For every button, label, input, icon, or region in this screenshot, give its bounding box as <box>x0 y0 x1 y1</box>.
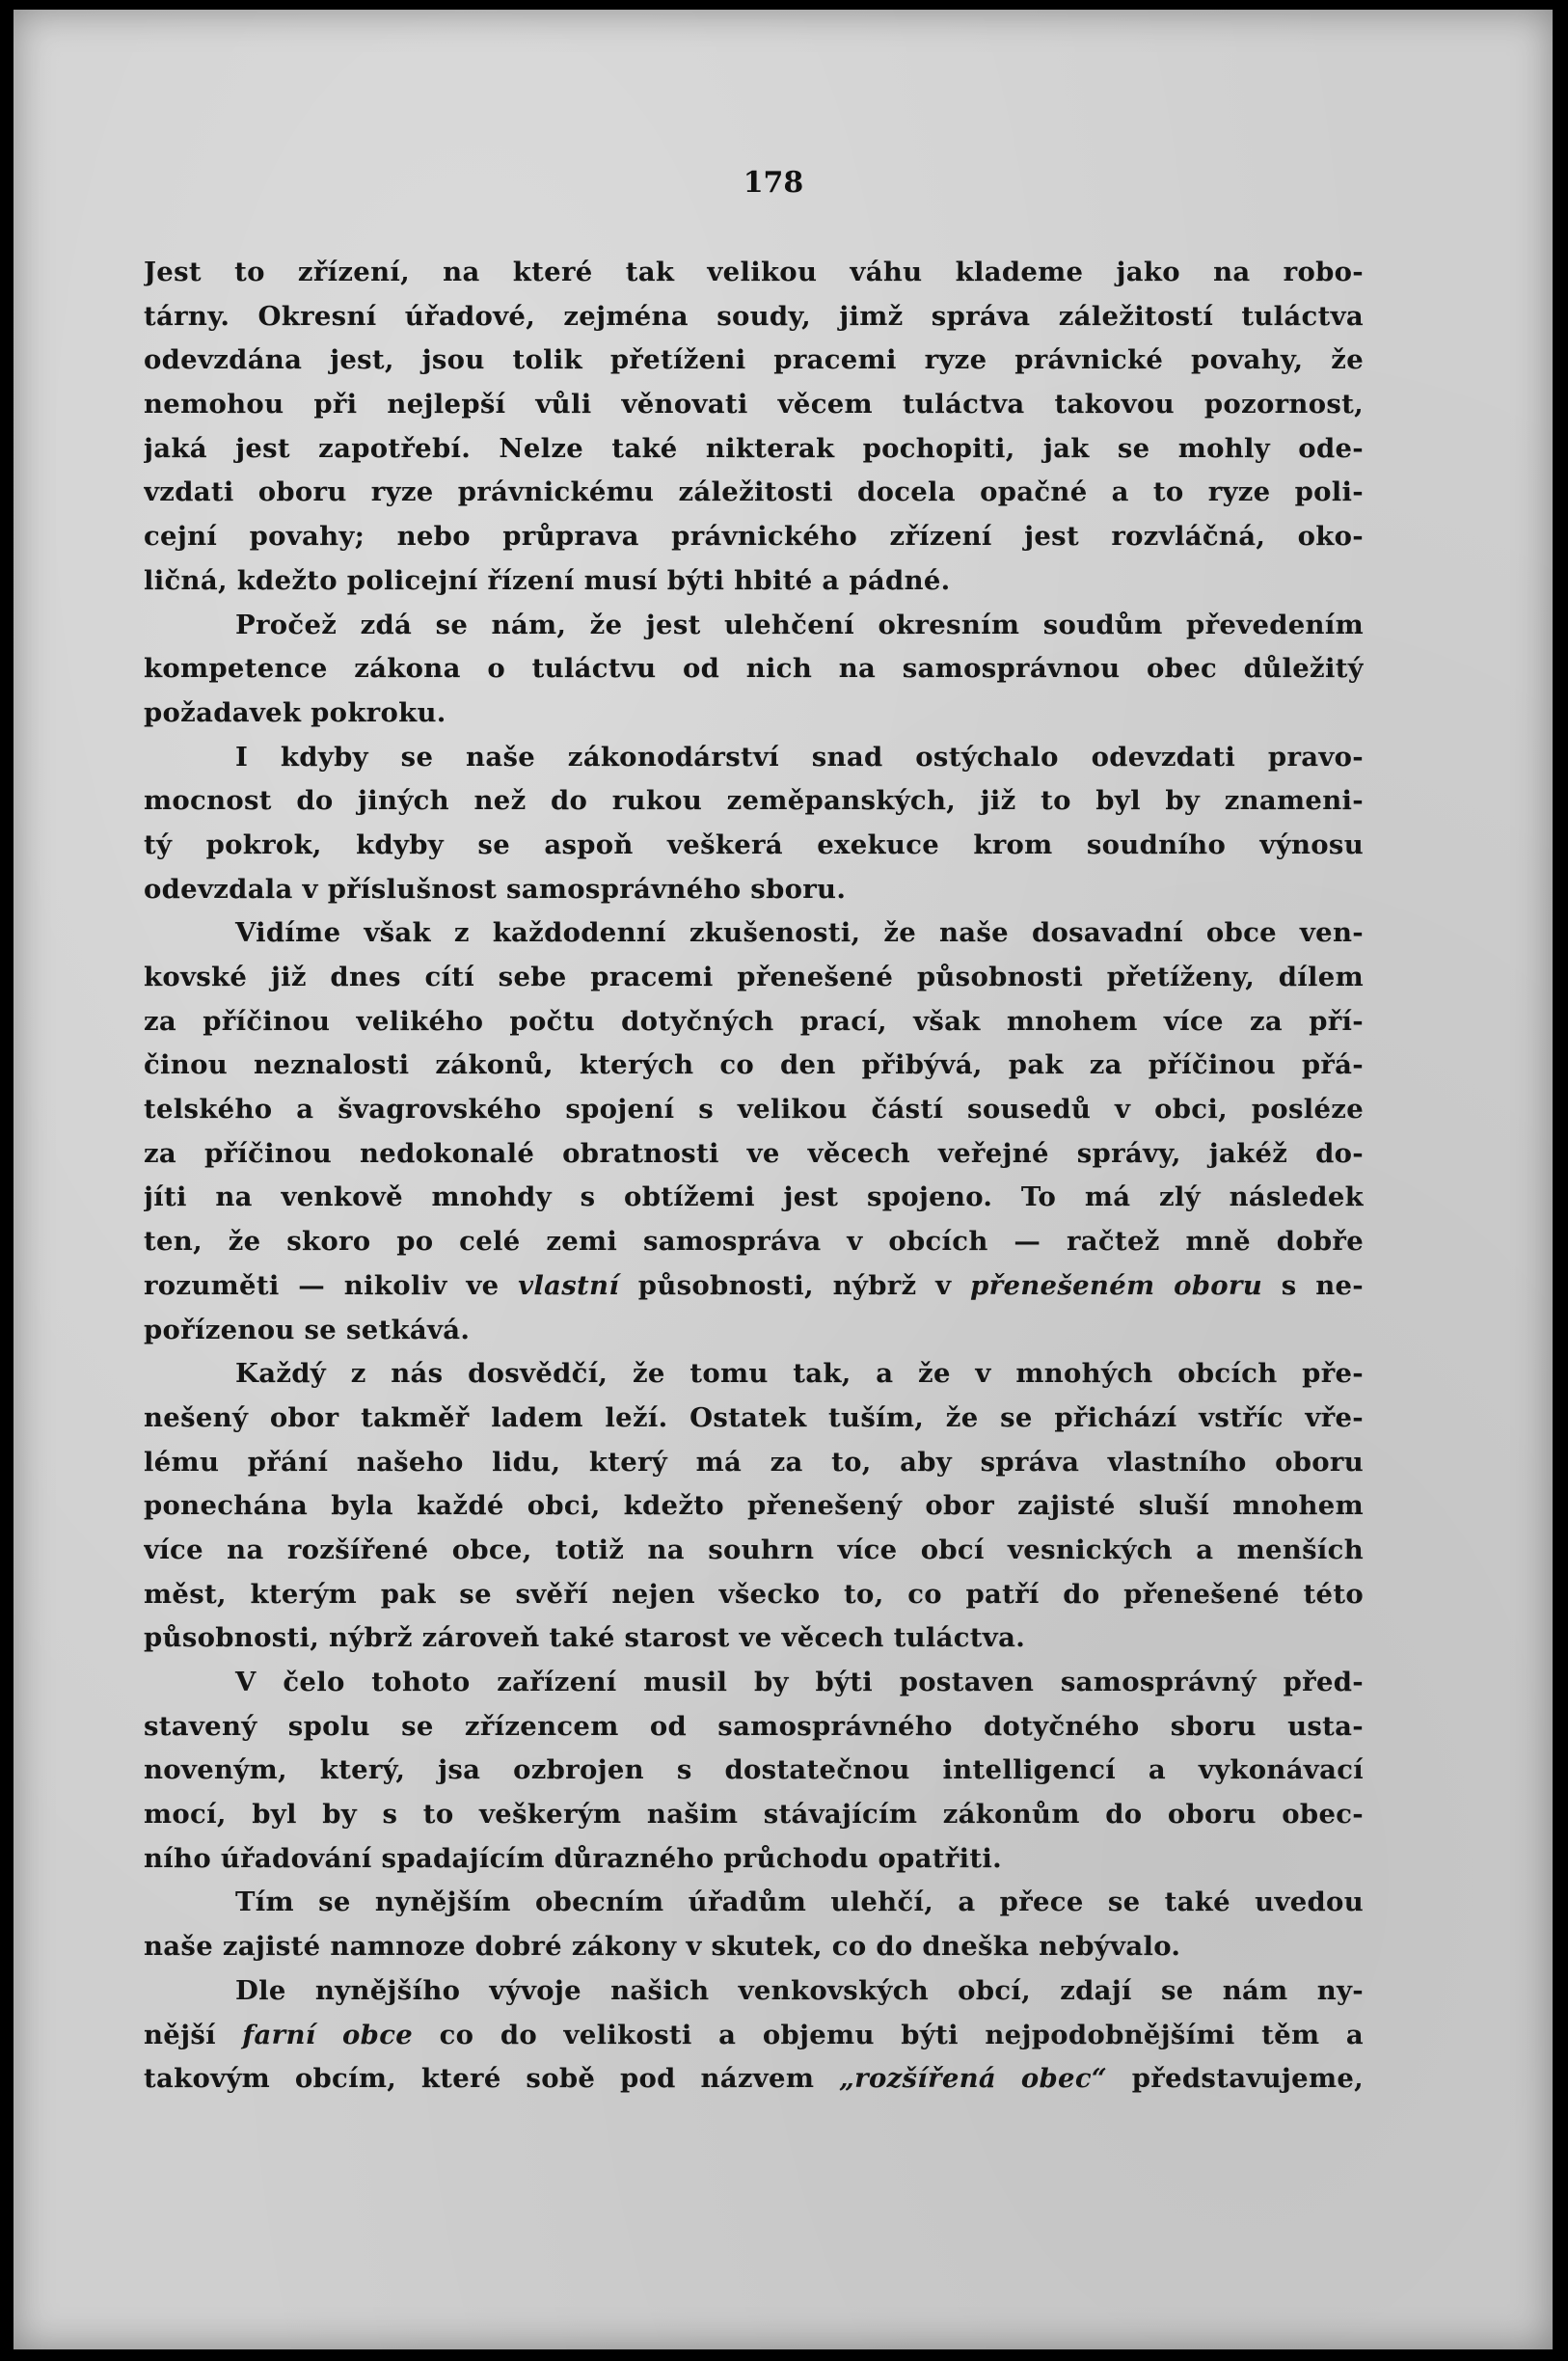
text-line: Tím se nynějším obecním úřadům ulehčí, a přece se také uvedou <box>235 1886 1364 1918</box>
text-line: telského a švagrovského spojení s velikou částí sousedů v obci, posléze <box>144 1094 1364 1126</box>
text-line: mocnost do jiných než do rukou zeměpanských, již to byl by znameni- <box>144 785 1364 817</box>
text-line: za příčinou velikého počtu dotyčných prací, však mnohem více za pří- <box>144 1005 1364 1037</box>
text-line: jaká jest zapotřebí. Nelze také nikterak pochopiti, jak se mohly ode- <box>144 432 1364 464</box>
page-number: 178 <box>743 166 804 200</box>
text-line: ního úřadování spadajícím důrazného průchodu opatřiti. <box>144 1842 1002 1874</box>
text-line: noveným, který, jsa ozbrojen s dostatečnou intelligencí a vykonávací <box>144 1754 1364 1786</box>
text-fragment: představujeme, <box>1106 2063 1364 2095</box>
text-line: ličná, kdežto policejní řízení musí býti hbité a pádné. <box>144 564 951 596</box>
text-fragment: rozuměti — nikoliv ve <box>144 1269 519 1301</box>
text-line: lému přání našeho lidu, který má za to, aby správa vlastního oboru <box>144 1446 1364 1478</box>
text-line: ponechána byla každé obci, kdežto přenešený obor zajisté sluší mnohem <box>144 1490 1364 1522</box>
text-line: Dle nynějšího vývoje našich venkovských obcí, zdají se nám ny- <box>235 1974 1364 2006</box>
text-line: za příčinou nedokonalé obratnosti ve věcech veřejné správy, jakéž do- <box>144 1137 1364 1169</box>
text-line: požadavek pokroku. <box>144 696 446 728</box>
text-line: kovské již dnes cítí sebe pracemi přenešené působnosti přetíženy, dílem <box>144 962 1364 992</box>
text-line: odevzdala v příslušnost samosprávného sboru. <box>144 873 847 905</box>
text-fragment: s ne- <box>1262 1269 1364 1301</box>
text-line: ten, že skoro po celé zemi samospráva v obcích — račtež mně dobře <box>144 1226 1364 1258</box>
text-line: jíti na venkově mnohdy s obtížemi jest spojeno. To má zlý následek <box>144 1181 1364 1213</box>
text-line: stavený spolu se zřízencem od samosprávného dotyčného sboru usta- <box>144 1710 1364 1742</box>
text-line: tý pokrok, kdyby se aspoň veškerá exekuce krom soudního výnosu <box>144 828 1364 860</box>
italic-phrase: farní obce <box>242 2019 414 2050</box>
text-line <box>144 1264 1364 1309</box>
text-line <box>144 2014 1364 2058</box>
text-line: činou neznalosti zákonů, kterých co den přibývá, pak za příčinou přá- <box>144 1049 1364 1081</box>
text-line: kompetence zákona o tuláctvu od nich na samosprávnou obec důležitý <box>144 653 1364 685</box>
text-line: I kdyby se naše zákonodárství snad ostýchalo odevzdati pravo- <box>235 741 1364 773</box>
text-line: nemohou při nejlepší vůli věnovati věcem tuláctva takovou pozornost, <box>144 389 1364 421</box>
italic-phrase: přenešeném oboru <box>970 1269 1262 1301</box>
italic-phrase: vlastní <box>518 1269 620 1301</box>
text-line: nešený obor takměř ladem leží. Ostatek tuším, že se přichází vstříc vře- <box>144 1401 1364 1433</box>
body-text <box>144 251 1364 2102</box>
text-line: tárny. Okresní úřadové, zejména soudy, jimž správa záležitostí tuláctva <box>144 300 1364 332</box>
text-line: Každý z nás dosvědčí, že tomu tak, a že v mnohých obcích pře- <box>235 1358 1364 1390</box>
text-line: vzdati oboru ryze právnickému záležitosti docela opačné a to ryze poli- <box>144 476 1364 508</box>
text-line: působnosti, nýbrž zároveň také starost ve věcech tuláctva. <box>144 1622 1026 1654</box>
text-line: mocí, byl by s to veškerým našim stávajícím zákonům do oboru obec- <box>144 1799 1364 1831</box>
text-line: Jest to zřízení, na které tak velikou váhu klademe jako na robo- <box>144 257 1364 287</box>
text-line: pořízenou se setkává. <box>144 1314 471 1345</box>
text-line: V čelo tohoto zařízení musil by býti postaven samosprávný před- <box>235 1667 1364 1697</box>
text-line <box>144 2057 1364 2102</box>
scanned-page <box>14 10 1553 2349</box>
text-fragment: takovým obcím, které sobě pod názvem <box>144 2063 840 2095</box>
text-line: naše zajisté namnoze dobré zákony v skutek, co do dneška nebývalo. <box>144 1931 1181 1963</box>
text-line: více na rozšířené obce, totiž na souhrn více obcí vesnických a menších <box>144 1533 1364 1565</box>
italic-phrase: „rozšířená obec“ <box>839 2063 1107 2095</box>
text-line: Pročež zdá se nám, že jest ulehčení okresním soudům převedením <box>235 609 1364 640</box>
text-line: odevzdána jest, jsou tolik přetíženi pracemi ryze právnické povahy, že <box>144 344 1364 376</box>
text-fragment: působnosti, nýbrž v <box>619 1269 971 1301</box>
text-fragment: nější <box>144 2019 243 2050</box>
text-line: měst, kterým pak se svěří nejen všecko to, co patří do přenešené této <box>144 1578 1364 1610</box>
text-line: cejní povahy; nebo průprava právnického zřízení jest rozvláčná, oko- <box>144 521 1364 553</box>
text-line: Vidíme však z každodenní zkušenosti, že naše dosavadní obce ven- <box>235 917 1364 949</box>
text-fragment: co do velikosti a objemu býti nejpodobnějšími těm a <box>413 2019 1364 2050</box>
